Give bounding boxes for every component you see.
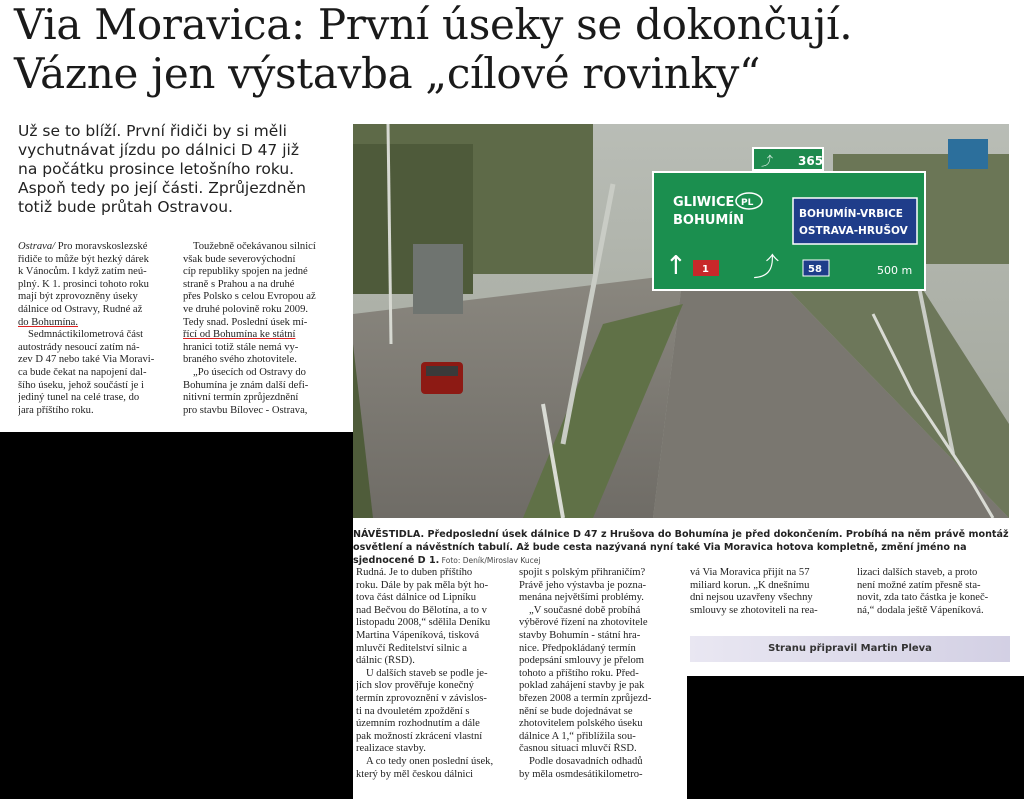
column-line: zev D 47 nebo také Via Moravi- bbox=[18, 354, 155, 366]
column-line: šího úseku, jehož součástí je i bbox=[18, 379, 144, 391]
column-line: do Bohumína. bbox=[18, 316, 79, 328]
column-line: výběrové řízení na zhotovitele bbox=[519, 617, 648, 629]
highway-photo bbox=[353, 124, 1009, 518]
article-column-1 bbox=[18, 241, 174, 417]
noise-barrier bbox=[413, 244, 463, 314]
column-line: časnou situaci mluvčí ŘSD. bbox=[519, 743, 637, 755]
column-line: jara příštího roku. bbox=[18, 404, 94, 416]
article-column-2 bbox=[183, 241, 339, 417]
column-line: zhotovitelem polského úseku bbox=[519, 718, 643, 730]
column-line: Tedy snad. Poslední úsek mí- bbox=[183, 316, 308, 328]
country-code: PL bbox=[741, 198, 754, 208]
route-number: 365 bbox=[798, 154, 824, 168]
highway-illustration bbox=[353, 124, 1009, 518]
column-line: Martina Vápeníková, tisková bbox=[356, 629, 480, 641]
headline bbox=[14, 0, 1014, 98]
column-line: realizace stavby. bbox=[356, 743, 426, 755]
column-line: stavby Bohumín - státní hra- bbox=[519, 629, 641, 641]
column-line: listopadu 2008,“ sdělila Deníku bbox=[356, 617, 491, 629]
column-line: novit, zda tato částka je koneč- bbox=[857, 592, 989, 604]
column-line: A co tedy onen poslední úsek, bbox=[366, 755, 494, 767]
column-line: tohoto a příštího roku. Před- bbox=[519, 667, 639, 679]
headline-line-2: Vázne jen výstavba „cílové rovinky“ bbox=[14, 49, 761, 98]
column-line: ca bude čekat na napojení dal- bbox=[18, 366, 147, 378]
column-line: který by měl českou dálnici bbox=[356, 768, 474, 780]
column-line: smlouvy se zhotoviteli na rea- bbox=[690, 604, 818, 616]
column-line: není možné zatím přesně sta- bbox=[857, 579, 981, 591]
column-line: přes Polsko s celou Evropou až bbox=[183, 291, 316, 303]
column-line: termín zprovoznění v závislos- bbox=[356, 692, 487, 704]
column-line: řící od Bohumína ke státní bbox=[183, 329, 296, 341]
car-window bbox=[426, 366, 458, 376]
caption-lead: NÁVĚSTIDLA. bbox=[353, 529, 425, 540]
column-line: by měla osmdesátikilometro- bbox=[519, 768, 643, 780]
lead-line: na počátku prosince letošního roku. bbox=[18, 160, 295, 178]
column-line: Rudná. Je to duben příštího bbox=[356, 567, 473, 578]
column-line: Toužebně očekávanou silnicí bbox=[193, 241, 316, 252]
junction-icon: ⤴ bbox=[761, 154, 774, 168]
page-credit: Stranu připravil Martin Pleva bbox=[690, 636, 1010, 662]
column-line: dálnic (ŘSD). bbox=[356, 655, 415, 667]
column-line: pro stavbu Bílovec - Ostrava, bbox=[183, 404, 308, 416]
column-line: hranici totiž stále nemá vy- bbox=[183, 341, 299, 353]
column-line: jích slov prověřuje konečný bbox=[356, 680, 474, 692]
exit-code: 58 bbox=[808, 264, 822, 275]
column-line: tova část dálnice od Lipníku bbox=[356, 592, 477, 604]
column-line: podepsání smlouvy je přelom bbox=[519, 655, 645, 667]
article-column-6 bbox=[857, 567, 1009, 617]
lead-paragraph bbox=[18, 122, 348, 217]
column-line: řidiče to může být hezký dárek bbox=[18, 253, 149, 265]
column-line: dálnice A 1,“ přiblížila sou- bbox=[519, 730, 636, 742]
sign-bohumin: BOHUMÍN bbox=[673, 213, 745, 228]
column-text: Pro moravskoslezské bbox=[55, 241, 148, 252]
exit-number: 1 bbox=[702, 264, 709, 275]
article-column-4 bbox=[519, 567, 675, 781]
column-line: mluvčí Ředitelství silnic a bbox=[356, 642, 467, 654]
column-line: mají být zprovozněny úseky bbox=[18, 291, 138, 303]
column-line: březen 2008 a termín zprůjezd- bbox=[519, 692, 652, 704]
column-line: nad Bečvou do Bělotína, a to v bbox=[356, 604, 487, 616]
sign-distance: 500 m bbox=[877, 264, 913, 277]
column-line: vá Via Moravica přijít na 57 bbox=[690, 567, 810, 578]
column-line: dni nejsou uzavřeny všechny bbox=[690, 592, 813, 604]
column-line: nice. Předpokládaný termín bbox=[519, 642, 636, 654]
sign-gliwice: GLIWICE bbox=[673, 195, 735, 210]
column-line: ti na dvouletém zpoždění s bbox=[356, 705, 470, 717]
column-line: pak možností zkrácení vlastní bbox=[356, 730, 483, 742]
column-line: dálnice od Ostravy, Rudné až bbox=[18, 303, 143, 315]
column-line: braného svého zhotovitele. bbox=[183, 354, 297, 366]
article-column-5 bbox=[690, 567, 842, 617]
lead-line: Aspoň tedy po její části. Zprůjezdněn bbox=[18, 179, 306, 197]
lead-line: Už se to blíží. První řidiči by si měli bbox=[18, 122, 287, 140]
exit-arrow-icon: ⤴ bbox=[753, 253, 780, 283]
photo-credit: Foto: Deník/Miroslav Kucej bbox=[439, 556, 541, 565]
up-arrow-icon: ↑ bbox=[665, 251, 687, 281]
column-line: Právě jeho výstavba je pozna- bbox=[519, 579, 647, 591]
caption-text: Předposlední úsek dálnice D 47 z Hrušova do Bohumína je před dokončením. Probíhá na něm právě montáž osvětlení a návěstních tabulí. Až bude cesta nazývaná nyní také Via Moravica hotova kompletně, změní jméno na sjednocené D 1. bbox=[353, 529, 1009, 566]
column-line: menána největšími problémy. bbox=[519, 592, 644, 604]
column-line: Sedmnáctikilometrová část bbox=[28, 329, 144, 341]
column-line: ve druhé polovině roku 2009. bbox=[183, 303, 309, 315]
column-line: „Po úsecích od Ostravy do bbox=[193, 366, 306, 378]
column-line: autostrády nesoucí zatím ná- bbox=[18, 341, 140, 353]
sign-bohumin-vrbice: BOHUMÍN-VRBICE bbox=[799, 208, 903, 220]
far-sign bbox=[948, 139, 988, 169]
paper-right-margin bbox=[1009, 124, 1024, 524]
column-line: straně s Prahou a na druhé bbox=[183, 278, 295, 290]
lead-line: totiž bude průtah Ostravou. bbox=[18, 198, 233, 216]
column-line: cíp republiky spojen na jedné bbox=[183, 266, 308, 278]
column-line: k Vánocům. I když zatím neú- bbox=[18, 266, 147, 278]
column-line: územním rozhodnutím a dále bbox=[356, 718, 480, 730]
column-line: Bohumína je znám další defi- bbox=[183, 379, 309, 391]
column-line: Podle dosavadních odhadů bbox=[529, 755, 643, 767]
column-line: „V současné době probíhá bbox=[529, 604, 641, 616]
column-line: nitivní termín zprůjezdnění bbox=[183, 392, 299, 404]
column-line: ná,“ dodala ještě Vápeníková. bbox=[857, 604, 984, 616]
headline-line-1: Via Moravica: První úseky se dokončují. bbox=[14, 0, 853, 49]
column-line: poklad zahájení stavby je pak bbox=[519, 680, 645, 692]
lead-line: vychutnávat jízdu po dálnici D 47 již bbox=[18, 141, 299, 159]
column-line: však bude severovýchodní bbox=[183, 253, 296, 265]
photo-caption bbox=[353, 528, 1013, 567]
dateline: Ostrava/ bbox=[18, 241, 56, 252]
column-line: spojit s polským přihraničím? bbox=[519, 567, 646, 578]
column-line: U dalších staveb se podle je- bbox=[366, 667, 488, 679]
blue-panel bbox=[793, 198, 917, 244]
sign-ostrava-hrusov: OSTRAVA-HRUŠOV bbox=[799, 225, 908, 237]
column-line: lizaci dalších staveb, a proto bbox=[857, 567, 978, 578]
column-line bbox=[18, 241, 174, 254]
column-line: jediný tunel na celé trase, do bbox=[18, 392, 140, 404]
column-line: plný. K 1. prosinci tohoto roku bbox=[18, 278, 149, 290]
column-line: nění se bude dojednávat se bbox=[519, 705, 633, 717]
column-line: roku. Dále by pak měla být ho- bbox=[356, 579, 489, 591]
column-line: miliard korun. „K dnešnímu bbox=[690, 579, 810, 591]
article-column-3 bbox=[356, 567, 508, 781]
